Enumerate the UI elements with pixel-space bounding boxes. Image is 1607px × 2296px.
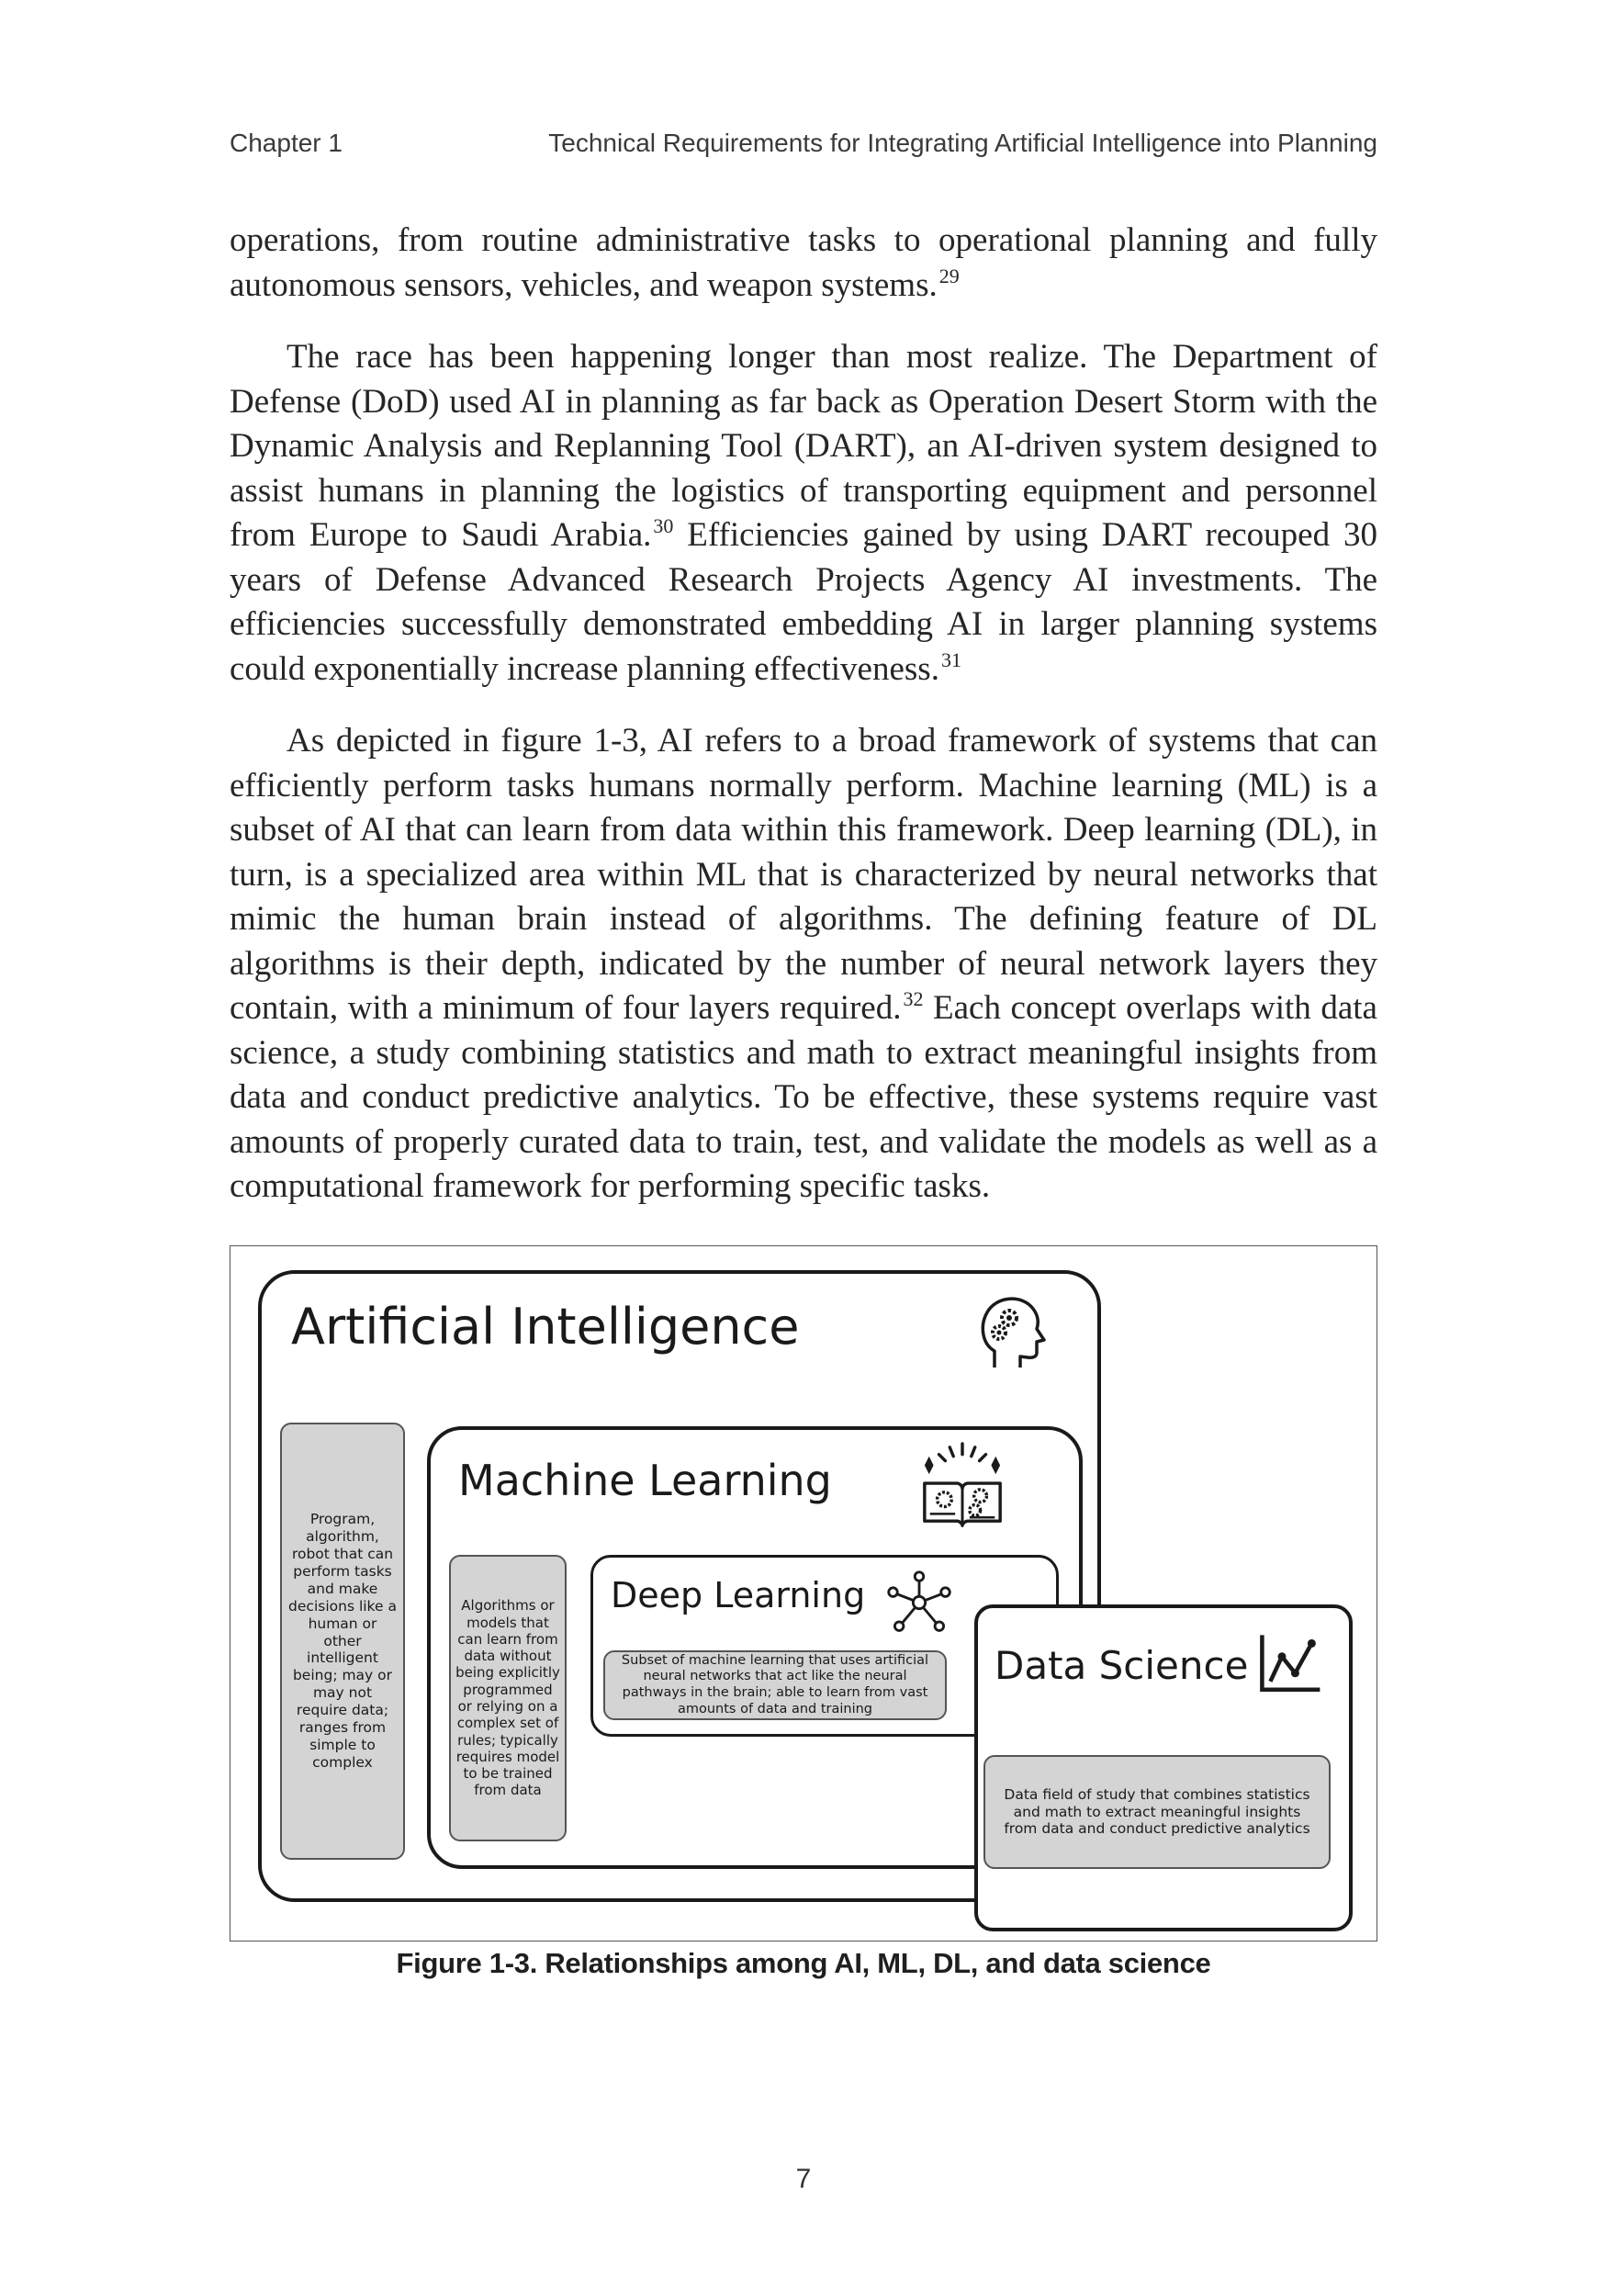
- ml-description: Algorithms or models that can learn from data without being explicitly programmed or relying on a complex set of rules; typically requires model to be trained from data: [449, 1555, 567, 1841]
- running-title: Technical Requirements for Integrating Artificial Intelligence into Planning: [548, 129, 1377, 157]
- ai-title: Artificial Intelligence: [291, 1298, 800, 1356]
- figure-caption: Figure 1-3. Relationships among AI, ML, DL, and data science: [396, 1947, 1211, 1979]
- dl-title: Deep Learning: [611, 1575, 866, 1615]
- chart-analytics-icon: [1257, 1630, 1323, 1696]
- page-number: 7: [795, 2164, 812, 2194]
- endnote-ref-31[interactable]: 31: [940, 647, 961, 671]
- paragraph-3-text-b: Each concept overlaps with data science, a study combining statistics and math to extract meaningful insights from data and conduct predictive analytics. To be effective, these systems require vast amounts of properly curated data to train, test, and validate the models as well as a computational framework for performing specific tasks.: [230, 989, 1377, 1205]
- chapter-label: Chapter 1: [230, 129, 343, 157]
- figure-1-3: [230, 1245, 1377, 1941]
- book-gears-icon: [917, 1439, 1007, 1531]
- ml-title: Machine Learning: [458, 1456, 832, 1505]
- paragraph-2-text-a: The race has been happening longer than most realize. The Department of Defense (DoD) used AI in planning as far back as Operation Desert Storm with the Dynamic Analysis and Replanning Tool (DART), an AI-driven system designed to assist humans in planning the logistics of transporting equipment and personnel from Europe to Saudi Arabia.: [230, 338, 1377, 554]
- paragraph-1: [230, 219, 1377, 308]
- endnote-ref-29[interactable]: 29: [938, 264, 960, 287]
- paragraph-3: [230, 719, 1377, 1210]
- dl-description: Subset of machine learning that uses artificial neural networks that act like the neural pathways in the brain; able to learn from vast amounts of data and training: [603, 1650, 947, 1720]
- head-gears-icon: [974, 1290, 1048, 1373]
- ds-title: Data Science: [995, 1643, 1249, 1688]
- ai-description: Program, algorithm, robot that can perform tasks and make decisions like a human or other intelligent being; may or may not require data; ranges from simple to complex: [280, 1423, 405, 1860]
- paragraph-3-text-a: As depicted in figure 1-3, AI refers to a broad framework of systems that can efficiently perform tasks humans normally perform. Machine learning (ML) is a subset of AI that can learn from data within this framework. Deep learning (DL), in turn, is a specialized area within ML that is characterized by neural networks that mimic the human brain instead of algorithms. The defining feature of DL algorithms is their depth, indicated by the number of neural network layers they contain, with a minimum of four layers required.: [230, 722, 1377, 1027]
- running-header: [230, 129, 1377, 165]
- paragraph-1-text: operations, from routine administrative tasks to operational planning and fully autonomous sensors, vehicles, and weapon systems.: [230, 221, 1377, 304]
- paragraph-2-text-b: Efficiencies gained by using DART recouped 30 years of Defense Advanced Research Projects Agency AI investments. The efficiencies successfully demonstrated embedding AI in larger planning systems could exponentially increase planning effectiveness.: [230, 516, 1378, 688]
- body-text: [230, 219, 1377, 1237]
- endnote-ref-30[interactable]: 30: [653, 514, 674, 537]
- endnote-ref-32[interactable]: 32: [903, 987, 924, 1010]
- paragraph-2: [230, 335, 1377, 692]
- ds-description: Data field of study that combines statistics and math to extract meaningful insights from data and conduct predictive analytics: [983, 1755, 1331, 1869]
- neural-network-icon: [884, 1568, 954, 1638]
